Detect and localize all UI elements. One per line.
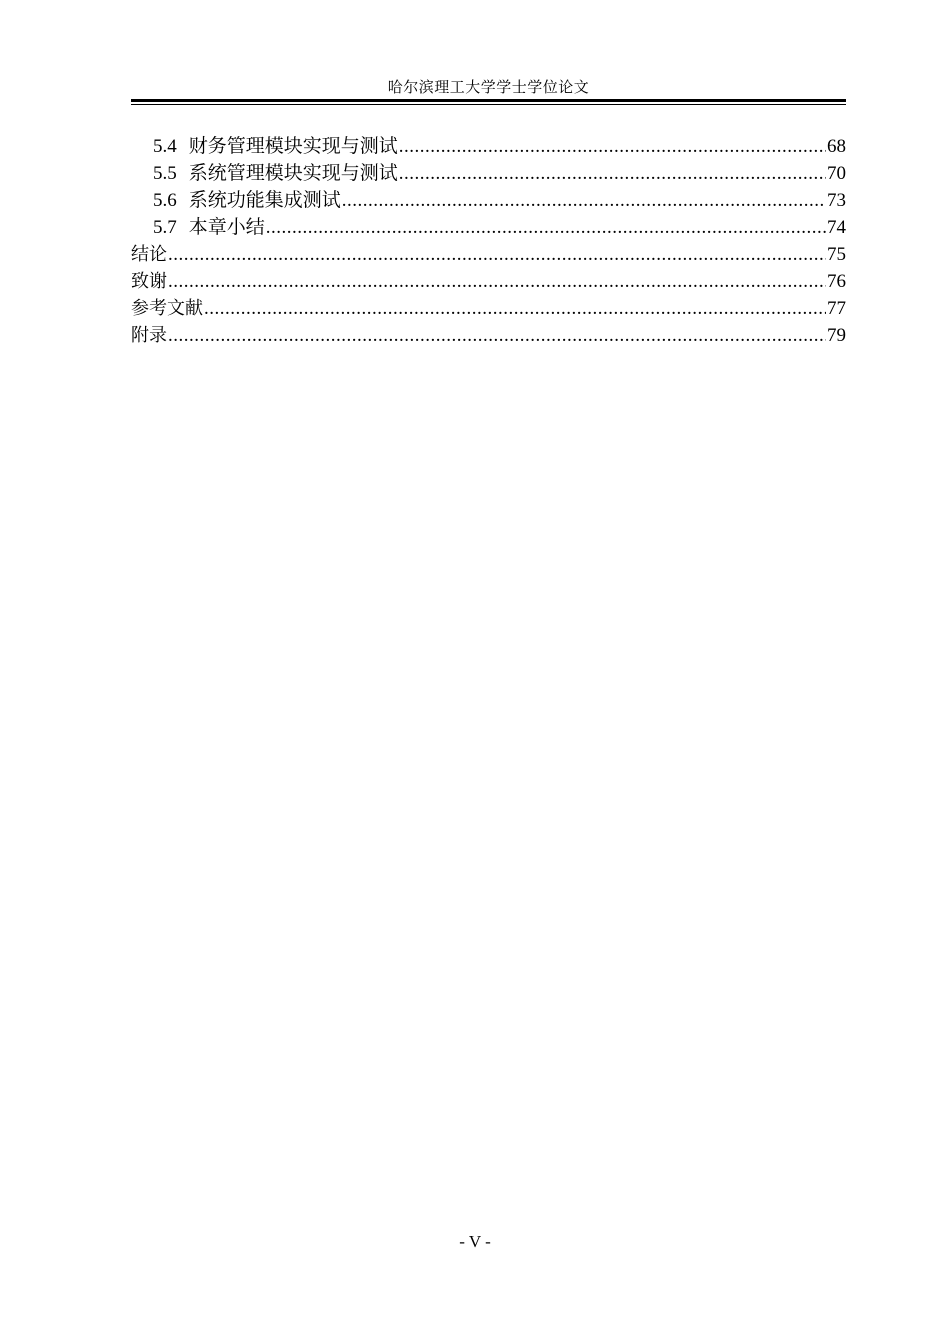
toc-page-number: 76 [827,271,846,292]
toc-title: 致谢 [131,271,167,292]
header-rule-thin [131,104,846,105]
toc-dot-leader [399,160,826,187]
toc-entry-references[interactable] [131,295,846,322]
toc-entry-5-6[interactable] [131,187,846,214]
toc-page-number: 79 [827,325,846,346]
toc-dot-leader [266,214,826,241]
toc-dot-leader [399,133,826,160]
toc-title: 系统管理模块实现与测试 [188,163,398,184]
toc-section-number: 5.4 [153,136,177,157]
toc-section-number: 5.6 [153,190,177,211]
toc-title: 附录 [131,325,167,346]
toc-page-number: 74 [827,217,846,238]
toc-dot-leader [204,295,826,322]
page-header: 哈尔滨理工大学学士学位论文 [387,80,590,96]
toc-dot-leader [168,241,826,268]
toc-title: 结论 [131,244,167,265]
toc-entry-5-5[interactable] [131,160,846,187]
toc-page-number: 75 [827,244,846,265]
header-rule-thick [131,99,846,102]
toc-title: 财务管理模块实现与测试 [188,136,398,157]
toc-page-number: 70 [827,163,846,184]
toc-title: 本章小结 [188,217,265,238]
toc-page-number: 73 [827,190,846,211]
toc-dot-leader [168,322,826,349]
toc-entry-conclusion[interactable] [131,241,846,268]
toc-page-number: 77 [827,298,846,319]
toc-title: 系统功能集成测试 [188,190,341,211]
toc-section-number: 5.7 [153,217,177,238]
page-number-footer: - V - [459,1232,491,1251]
toc-title: 参考文献 [131,298,203,319]
toc-entry-acknowledgements[interactable] [131,268,846,295]
toc-dot-leader [168,268,826,295]
toc-page-number: 68 [827,136,846,157]
toc-entry-appendix[interactable] [131,322,846,349]
toc-section-number: 5.5 [153,163,177,184]
toc-dot-leader [342,187,826,214]
table-of-contents [131,133,846,349]
toc-entry-5-4[interactable] [131,133,846,160]
toc-entry-5-7[interactable] [131,214,846,241]
